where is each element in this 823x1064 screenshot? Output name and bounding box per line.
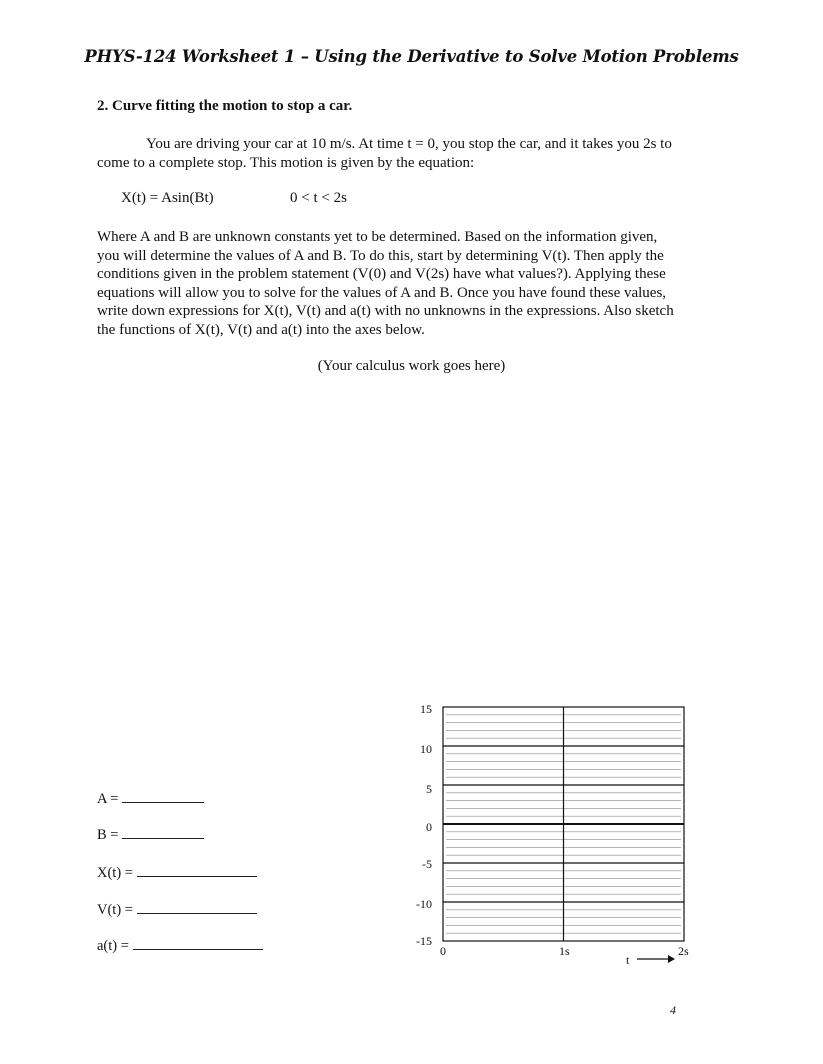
answer-at-blank[interactable] bbox=[133, 934, 263, 950]
y-tick-label: 10 bbox=[420, 742, 432, 756]
equation-formula: X(t) = Asin(Bt) bbox=[121, 190, 214, 206]
major-gridlines bbox=[443, 707, 684, 941]
page-number: 4 bbox=[670, 1003, 676, 1017]
intro-line-1: You are driving your car at 10 m/s. At time t = 0, you stop the car, and it takes you 2s to bbox=[146, 136, 672, 152]
t-axis-label: t bbox=[626, 953, 630, 967]
answer-vt-label: V(t) = bbox=[97, 902, 133, 918]
answer-at-label: a(t) = bbox=[97, 938, 129, 954]
instructions-line: conditions given in the problem statement (V(0) and V(2s) have what values?). Applying these bbox=[97, 266, 666, 282]
x-tick-label: 1s bbox=[559, 944, 570, 958]
answer-xt-label: X(t) = bbox=[97, 865, 133, 881]
y-tick-label: -5 bbox=[422, 857, 432, 871]
x-tick-label: 0 bbox=[440, 944, 446, 958]
answer-xt[interactable] bbox=[97, 861, 257, 882]
instructions-line: equations will allow you to solve for the values of A and B. Once you have found these values, bbox=[97, 284, 667, 301]
answer-b[interactable] bbox=[97, 823, 204, 844]
answer-b-label: B = bbox=[97, 827, 119, 843]
instructions-line: Where A and B are unknown constants yet to be determined. Based on the information given, bbox=[97, 229, 658, 245]
y-tick-label: 5 bbox=[426, 782, 432, 796]
y-tick-label: 0 bbox=[426, 820, 432, 834]
work-note: (Your calculus work goes here) bbox=[317, 358, 506, 374]
equation-domain: 0 < t < 2s bbox=[290, 190, 347, 206]
intro-paragraph bbox=[97, 135, 737, 172]
instructions-line: the functions of X(t), V(t) and a(t) into the axes below. bbox=[97, 321, 425, 338]
intro-line-2: come to a complete stop. This motion is given by the equation: bbox=[97, 154, 475, 171]
x-tick-label: 2s bbox=[678, 944, 689, 958]
y-tick-label: -10 bbox=[416, 897, 432, 911]
instructions-line: write down expressions for X(t), V(t) and a(t) with no unknowns in the expressions. Also sketch bbox=[97, 303, 674, 319]
answer-vt-blank[interactable] bbox=[137, 898, 257, 914]
instructions-line: you will determine the values of A and B. To do this, start by determining V(t). Then apply the bbox=[97, 247, 664, 264]
y-tick-label: 15 bbox=[420, 702, 432, 716]
worksheet-title: PHYS-124 Worksheet 1 – Using the Derivative to Solve Motion Problems bbox=[84, 47, 739, 66]
motion-graph-axes[interactable] bbox=[438, 700, 688, 942]
answer-a[interactable] bbox=[97, 787, 204, 808]
y-tick-label: -15 bbox=[416, 934, 432, 948]
answer-b-blank[interactable] bbox=[122, 823, 204, 839]
instructions-paragraph bbox=[97, 228, 737, 339]
right-arrow-icon bbox=[636, 953, 676, 965]
answer-at[interactable] bbox=[97, 934, 263, 955]
answer-a-label: A = bbox=[97, 791, 119, 807]
answer-a-blank[interactable] bbox=[122, 787, 204, 803]
section-title: 2. Curve fitting the motion to stop a car. bbox=[97, 98, 353, 114]
answer-xt-blank[interactable] bbox=[137, 861, 257, 877]
answer-vt[interactable] bbox=[97, 898, 257, 919]
